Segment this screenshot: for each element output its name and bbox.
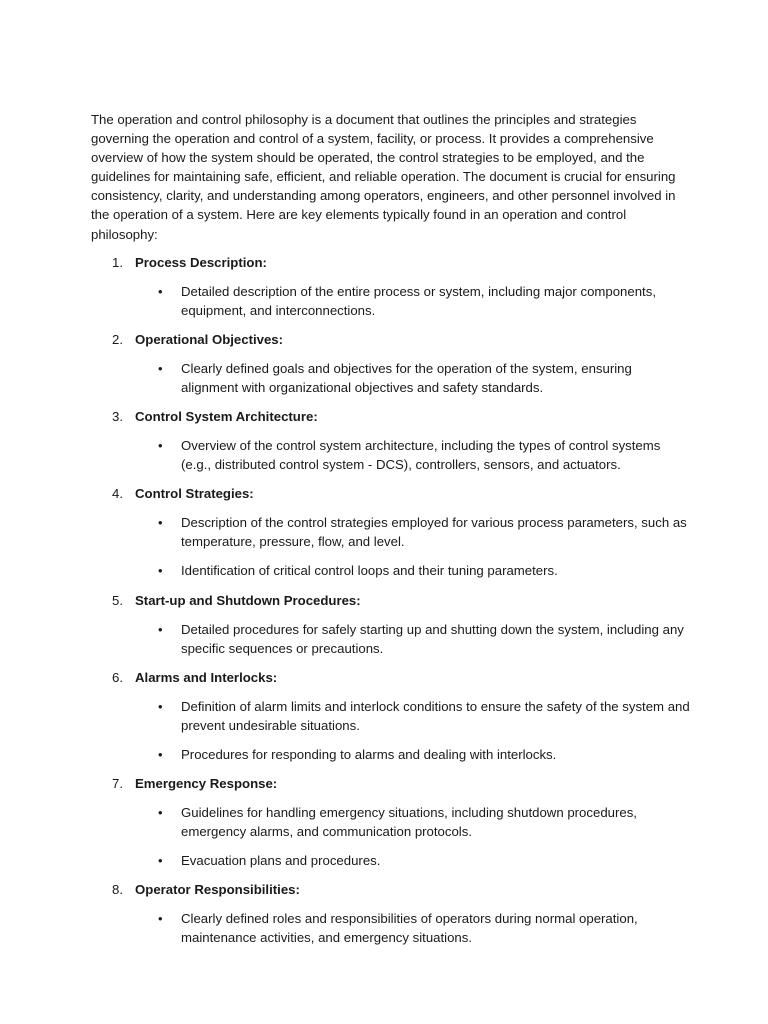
section-item bbox=[91, 774, 691, 870]
section-number: 1. bbox=[112, 254, 123, 270]
document-page bbox=[91, 110, 691, 957]
bullet-list bbox=[91, 513, 691, 580]
bullet-text: Description of the control strategies employed for various process parameters, such as temperature, pressure, flow, and level. bbox=[181, 515, 687, 550]
section-item bbox=[91, 330, 691, 397]
section-number: 2. bbox=[112, 331, 123, 347]
section-title: Alarms and Interlocks: bbox=[135, 669, 278, 685]
bullet-dot-icon: • bbox=[158, 746, 163, 762]
section-title: Start-up and Shutdown Procedures: bbox=[135, 592, 361, 608]
bullet-list bbox=[91, 697, 691, 764]
bullet-text: Overview of the control system architecture, including the types of control systems (e.g., distributed control system - DCS), controllers, sensors, and actuators. bbox=[181, 438, 661, 473]
bullet-item bbox=[91, 282, 691, 320]
bullet-text: Procedures for responding to alarms and dealing with interlocks. bbox=[181, 746, 557, 762]
bullet-dot-icon: • bbox=[158, 563, 163, 579]
section-title: Emergency Response: bbox=[135, 775, 278, 791]
bullet-text: Definition of alarm limits and interlock conditions to ensure the safety of the system and prevent undesirable situations. bbox=[181, 698, 690, 733]
bullet-dot-icon: • bbox=[158, 698, 163, 714]
section-item bbox=[91, 880, 691, 947]
bullet-list bbox=[91, 282, 691, 320]
bullet-text: Clearly defined roles and responsibilities of operators during normal operation, maintenance activities, and emergency situations. bbox=[181, 911, 638, 946]
bullet-text: Detailed procedures for safely starting up and shutting down the system, including any specific sequences or precautions. bbox=[181, 621, 684, 656]
bullet-item bbox=[91, 513, 691, 551]
intro-paragraph: The operation and control philosophy is a document that outlines the principles and strategies governing the operation and control of a system, facility, or process. It provides a comprehensive overview of how the system should be operated, the control strategies to be employed, and the guidelines for maintaining safe, efficient, and reliable operation. The document is crucial for ensuring consistency, clarity, and understanding among operators, engineers, and other personnel involved in the operation of a system. Here are key elements typically found in an operation and control philosophy: bbox=[91, 112, 676, 242]
section-heading bbox=[91, 591, 691, 610]
section-heading bbox=[91, 880, 691, 899]
bullet-item bbox=[91, 745, 691, 764]
section-number: 7. bbox=[112, 775, 123, 791]
section-heading bbox=[91, 774, 691, 793]
bullet-dot-icon: • bbox=[158, 621, 163, 637]
bullet-text: Clearly defined goals and objectives for the operation of the system, ensuring alignment with organizational objectives and safety standards. bbox=[181, 360, 632, 395]
bullet-dot-icon: • bbox=[158, 853, 163, 869]
bullet-text: Identification of critical control loops and their tuning parameters. bbox=[181, 563, 558, 579]
section-heading bbox=[91, 407, 691, 426]
section-heading bbox=[91, 253, 691, 272]
bullet-item bbox=[91, 697, 691, 735]
bullet-list bbox=[91, 803, 691, 870]
bullet-item bbox=[91, 803, 691, 841]
section-title: Operator Responsibilities: bbox=[135, 882, 300, 898]
bullet-item bbox=[91, 620, 691, 658]
bullet-text: Detailed description of the entire process or system, including major components, equipment, and interconnections. bbox=[181, 283, 656, 318]
section-number: 6. bbox=[112, 669, 123, 685]
bullet-item bbox=[91, 436, 691, 474]
bullet-item bbox=[91, 359, 691, 397]
section-title: Control Strategies: bbox=[135, 486, 254, 502]
bullet-dot-icon: • bbox=[158, 438, 163, 454]
bullet-item bbox=[91, 561, 691, 580]
bullet-dot-icon: • bbox=[158, 804, 163, 820]
bullet-text: Guidelines for handling emergency situations, including shutdown procedures, emergency alarms, and communication protocols. bbox=[181, 804, 637, 840]
bullet-item bbox=[91, 909, 691, 947]
section-title: Control System Architecture: bbox=[135, 409, 318, 425]
bullet-list bbox=[91, 620, 691, 658]
bullet-item bbox=[91, 851, 691, 870]
section-item bbox=[91, 407, 691, 474]
section-heading bbox=[91, 330, 691, 349]
bullet-list bbox=[91, 909, 691, 947]
section-item bbox=[91, 591, 691, 658]
section-number: 5. bbox=[112, 592, 123, 608]
bullet-dot-icon: • bbox=[158, 515, 163, 531]
section-title: Operational Objectives: bbox=[135, 331, 284, 347]
bullet-dot-icon: • bbox=[158, 283, 163, 299]
section-list bbox=[91, 253, 691, 948]
section-item bbox=[91, 668, 691, 764]
section-number: 4. bbox=[112, 486, 123, 502]
bullet-dot-icon: • bbox=[158, 360, 163, 376]
bullet-dot-icon: • bbox=[158, 911, 163, 927]
section-item bbox=[91, 253, 691, 320]
section-item bbox=[91, 484, 691, 580]
section-heading bbox=[91, 484, 691, 503]
section-number: 8. bbox=[112, 882, 123, 898]
section-title: Process Description: bbox=[135, 254, 267, 270]
bullet-text: Evacuation plans and procedures. bbox=[181, 853, 381, 869]
bullet-list bbox=[91, 359, 691, 397]
section-heading bbox=[91, 668, 691, 687]
bullet-list bbox=[91, 436, 691, 474]
section-number: 3. bbox=[112, 409, 123, 425]
